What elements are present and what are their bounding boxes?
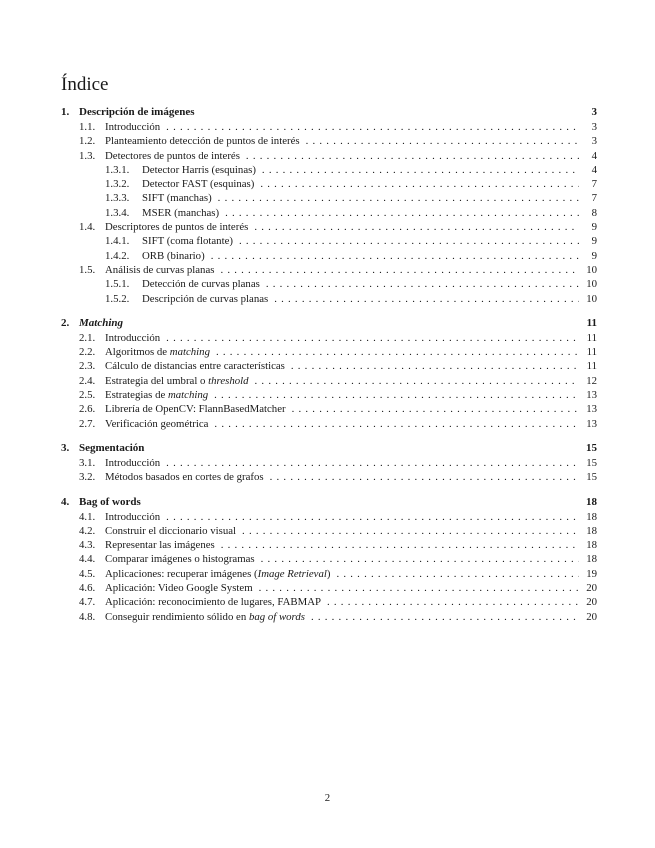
toc-title: Detectores de puntos de interés [105,149,240,162]
toc-title: Detector Harris (esquinas) [142,163,256,176]
toc-title: ORB (binario) [142,249,205,262]
toc-page: 18 [586,539,597,552]
toc-title: Descripción de curvas planas [142,292,269,305]
toc-number: 1.3.2. [105,178,130,191]
toc-number: 1.5. [79,263,96,276]
toc-entry[interactable] [61,567,597,581]
toc-number: 2.3. [79,360,96,373]
toc-title-text: Aplicaciones: recuperar imágenes ( [105,567,258,580]
toc-title: Aplicación: Video Google System [105,582,253,595]
toc-title: Librería de OpenCV: FlannBasedMatcher [105,403,286,416]
toc-chapter-heading[interactable] [61,105,597,120]
toc-number: 1.4.2. [105,249,130,262]
toc-entry[interactable] [61,263,597,277]
toc-entry[interactable] [61,206,597,220]
toc-title: Cálculo de distancias entre características [105,360,285,373]
toc-leader [311,610,579,624]
toc-page: 10 [586,263,597,276]
toc-number: 1.5.1. [105,278,130,291]
toc-entry[interactable] [61,331,597,345]
toc-page: 13 [586,403,597,416]
toc-page: 3 [591,121,597,133]
toc-title-text: Conseguir rendimiento sólido en [105,610,249,623]
toc-number: 2.7. [79,417,96,430]
toc-leader [259,581,579,595]
toc-title: Métodos basados en cortes de grafos [105,471,264,484]
toc-entry[interactable] [61,524,597,538]
toc-title-emphasis: bag of words [248,610,305,623]
toc-title-text: Estrategia del umbral o [105,374,209,387]
toc-entry[interactable] [61,402,597,416]
toc-entry[interactable] [61,177,597,191]
toc-title: Introducción [105,121,161,133]
toc-number: 4.1. [79,510,96,523]
toc-page: 11 [586,316,597,329]
toc-page: 13 [586,417,597,430]
toc-title: Detección de curvas planas [142,278,260,291]
toc-title: Planteamiento detección de puntos de interés [105,135,300,148]
toc-entry[interactable] [61,277,597,291]
toc-leader [255,374,579,388]
toc-title: Introducción [105,331,161,344]
toc-title: MSER (manchas) [142,206,220,219]
toc-title: SIFT (coma flotante) [142,235,233,248]
toc-entry[interactable] [61,134,597,148]
toc-chapter-1 [61,105,597,306]
toc-title: Bag of words [79,495,141,508]
toc-page: 11 [586,331,597,344]
toc-title: Comparar imágenes o histogramas [105,553,255,566]
toc-number: 1.1. [79,121,96,133]
toc-leader [254,220,579,234]
toc-page: 8 [591,206,597,219]
toc-page: 10 [586,292,597,305]
toc-leader [327,595,579,609]
toc-number: 2.2. [79,346,96,359]
toc-page: 12 [586,374,597,387]
toc-number: 2.6. [79,403,96,416]
toc-number: 4.3. [79,539,96,552]
toc-title-emphasis: Matching [79,316,124,329]
toc-leader [261,552,579,566]
toc-page: 19 [586,567,597,580]
toc-title-emphasis: matching [169,346,210,359]
toc-number: 1.4.1. [105,235,130,248]
toc-leader [214,388,579,402]
toc-title-emphasis: Image Retrieval [257,567,327,580]
toc-leader [166,120,579,134]
toc-title [105,388,208,402]
toc-chapter-heading[interactable] [61,495,597,510]
toc-number: 2.1. [79,331,96,344]
toc-leader [211,249,579,263]
toc-title-text: ) [326,567,331,580]
toc-number: 3.1. [79,456,96,469]
toc-entry[interactable] [61,470,597,484]
toc-title: Segmentación [79,441,145,454]
toc-title [105,374,249,388]
toc-title: Representar las imágenes [105,539,215,552]
toc-page: 18 [586,510,597,523]
toc-number: 1.3. [79,149,96,162]
toc-number: 2.5. [79,389,96,402]
toc-leader [221,538,579,552]
toc-leader [220,263,579,277]
toc-number: 3.2. [79,471,96,484]
toc-leader [242,524,579,538]
toc-page: 7 [591,192,597,205]
toc-entry[interactable] [61,456,597,470]
toc-entry[interactable] [61,374,597,388]
toc-page: 9 [591,221,597,234]
toc-page: 13 [586,389,597,402]
toc-entry[interactable] [61,595,597,609]
toc-entry[interactable] [61,163,597,177]
toc-chapter-2 [61,316,597,431]
toc-page: 3 [591,106,597,118]
toc-title-emphasis: threshold [208,374,249,387]
toc-entry[interactable] [61,581,597,595]
toc-title [105,345,210,359]
toc-page: 9 [591,235,597,248]
toc-title: Construir el diccionario visual [105,524,237,537]
toc-page: 9 [591,249,597,262]
toc-title: Introducción [105,510,161,523]
toc-title-text: Algoritmos de [105,346,170,359]
page-number: 2 [324,792,331,804]
toc-entry[interactable] [61,538,597,552]
toc-title: Descripción de imágenes [79,106,195,118]
toc-page: 18 [586,553,597,566]
toc-number: 4.4. [79,553,96,566]
toc-title: SIFT (manchas) [142,192,212,205]
toc-entry[interactable] [61,359,597,373]
toc-number: 4.2. [79,524,96,537]
toc-number: 4. [61,495,70,508]
toc-number: 1.5.2. [105,292,130,305]
toc-title: Análisis de curvas planas [105,263,215,276]
toc-leader [166,510,579,524]
toc-chapter-heading[interactable] [61,316,597,331]
toc-leader [292,402,579,416]
toc-chapter-3 [61,441,597,485]
toc-number: 4.7. [79,596,96,609]
toc-leader [270,470,579,484]
toc-number: 1.3.1. [105,163,130,176]
toc-entry[interactable] [61,249,597,263]
toc-number: 1.2. [79,135,96,148]
toc-page: 18 [586,495,597,508]
toc-number: 4.6. [79,582,96,595]
toc-leader [291,359,579,373]
toc-title: Introducción [105,456,161,469]
toc-page: 11 [586,360,597,373]
toc-number: 1.4. [79,221,96,234]
toc-entry[interactable] [61,220,597,234]
toc-leader [225,206,579,220]
toc-number: 3. [61,441,70,454]
toc-page: 15 [586,471,597,484]
toc-entry[interactable] [61,292,597,306]
toc-number: 2. [61,316,70,329]
toc-entry[interactable] [61,191,597,205]
toc-title: Detector FAST (esquinas) [142,178,255,191]
toc-title-text: Estrategias de [105,389,168,402]
toc-page: 20 [586,610,597,623]
toc-number: 1.3.3. [105,192,130,205]
toc-title: Aplicación: reconocimiento de lugares, FABMAP [105,596,321,609]
toc-title-emphasis: matching [167,389,209,402]
toc-title: Verificación geométrica [105,417,209,430]
toc-number: 4.8. [79,610,96,623]
toc-number: 4.5. [79,567,96,580]
toc-leader [239,234,579,248]
toc-page: 20 [586,596,597,609]
toc-leader [266,277,579,291]
toc-page: 20 [586,582,597,595]
toc-entry[interactable] [61,345,597,359]
page-title: Índice [61,74,109,95]
toc-leader [216,345,579,359]
toc-leader [214,417,579,431]
toc-chapter-heading[interactable] [61,441,597,456]
toc-entry[interactable] [61,388,597,402]
toc-number: 1. [61,106,70,118]
toc-page: 7 [591,178,597,191]
table-of-contents [61,105,597,624]
toc-entry[interactable] [61,552,597,566]
toc-entry[interactable] [61,149,597,163]
toc-entry[interactable] [61,120,597,134]
toc-page: 3 [591,135,597,148]
toc-number: 1.3.4. [105,206,130,219]
toc-leader [246,149,579,163]
toc-number: 2.4. [79,374,96,387]
toc-page: 15 [586,441,597,454]
toc-page: 11 [586,346,597,359]
toc-title: Descriptores de puntos de interés [105,221,249,234]
toc-entry[interactable] [61,417,597,431]
toc-leader [274,292,579,306]
toc-title [79,316,123,331]
toc-entry[interactable] [61,610,597,624]
toc-leader [336,567,579,581]
toc-leader [218,191,579,205]
toc-page: 10 [586,278,597,291]
toc-page: 4 [591,163,597,176]
toc-page: 15 [586,456,597,469]
toc-title [105,610,305,624]
toc-page: 4 [591,149,597,162]
toc-entry[interactable] [61,234,597,248]
toc-leader [260,177,579,191]
toc-title [105,567,330,581]
toc-page: 18 [586,524,597,537]
toc-leader [306,134,579,148]
toc-leader [166,331,579,345]
toc-leader [262,163,579,177]
toc-leader [166,456,579,470]
toc-entry[interactable] [61,510,597,524]
toc-chapter-4 [61,495,597,624]
